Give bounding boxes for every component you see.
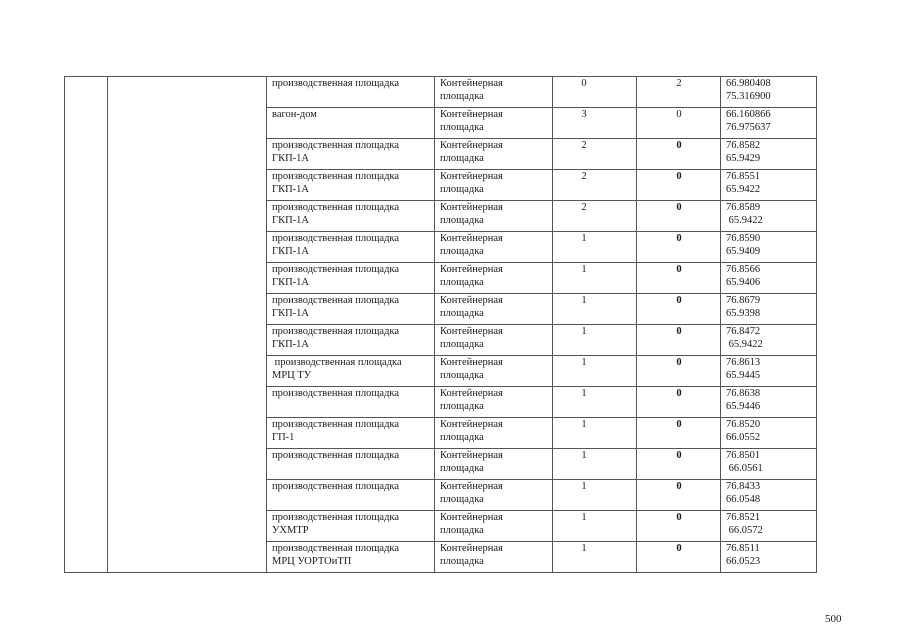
coords-line: 76.8582 <box>726 140 761 151</box>
name-line: производственная площадка <box>272 388 400 399</box>
type-line: Контейнерная <box>440 388 503 399</box>
site-name-cell <box>267 325 435 356</box>
coordinates-cell <box>721 232 817 263</box>
coords-line: 76.8521 <box>726 512 761 523</box>
coords-line: 76.8472 <box>726 326 761 337</box>
count-a-cell: 2 <box>553 170 637 201</box>
waste-sites-table <box>64 76 817 573</box>
type-line: Контейнерная <box>440 109 503 120</box>
site-name-cell <box>267 263 435 294</box>
coords-line: 76.975637 <box>726 121 771 133</box>
name-line: ГКП-1А <box>272 245 309 257</box>
name-line: ГКП-1А <box>272 214 309 226</box>
type-line: площадка <box>440 214 484 226</box>
name-line: МРЦ УОРТОиТП <box>272 555 352 567</box>
coordinates-cell <box>721 77 817 108</box>
name-line: производственная площадка <box>272 481 400 492</box>
type-line: Контейнерная <box>440 481 503 492</box>
coords-line: 66.160866 <box>726 109 771 120</box>
site-type-cell <box>435 480 553 511</box>
site-type-cell <box>435 263 553 294</box>
count-a-cell: 2 <box>553 201 637 232</box>
coordinates-cell <box>721 511 817 542</box>
count-b-cell: 0 <box>637 325 721 356</box>
count-a-cell: 1 <box>553 263 637 294</box>
coords-line: 66.0548 <box>726 493 761 505</box>
site-type-cell <box>435 170 553 201</box>
site-name-cell <box>267 139 435 170</box>
count-b-cell: 2 <box>637 77 721 108</box>
name-line: ГП-1 <box>272 431 295 443</box>
name-line: производственная площадка <box>272 264 400 275</box>
site-name-cell <box>267 170 435 201</box>
site-type-cell <box>435 201 553 232</box>
coords-line: 66.0572 <box>726 524 763 536</box>
coordinates-cell <box>721 356 817 387</box>
coords-line: 76.8433 <box>726 481 761 492</box>
site-name-cell <box>267 77 435 108</box>
type-line: площадка <box>440 90 484 102</box>
merged-cell-col2 <box>108 77 267 573</box>
count-b-cell: 0 <box>637 263 721 294</box>
site-name-cell <box>267 232 435 263</box>
site-name-cell <box>267 480 435 511</box>
type-line: площадка <box>440 307 484 319</box>
coordinates-cell <box>721 294 817 325</box>
count-a-cell: 1 <box>553 418 637 449</box>
name-line: ГКП-1А <box>272 307 309 319</box>
coords-line: 66.980408 <box>726 78 771 89</box>
coords-line: 76.8520 <box>726 419 761 430</box>
type-line: Контейнерная <box>440 512 503 523</box>
name-line: производственная площадка <box>272 233 400 244</box>
type-line: Контейнерная <box>440 140 503 151</box>
count-a-cell: 2 <box>553 139 637 170</box>
type-line: площадка <box>440 183 484 195</box>
type-line: Контейнерная <box>440 326 503 337</box>
coords-line: 65.9446 <box>726 400 761 412</box>
coords-line: 76.8551 <box>726 171 761 182</box>
type-line: Контейнерная <box>440 264 503 275</box>
count-a-cell: 1 <box>553 294 637 325</box>
type-line: Контейнерная <box>440 450 503 461</box>
type-line: площадка <box>440 400 484 412</box>
name-line: производственная площадка <box>272 295 400 306</box>
type-line: площадка <box>440 121 484 133</box>
type-line: площадка <box>440 431 484 443</box>
table-row <box>65 77 817 108</box>
count-b-cell: 0 <box>637 201 721 232</box>
name-line: производственная площадка <box>272 419 400 430</box>
site-name-cell <box>267 542 435 573</box>
coords-line: 66.0523 <box>726 555 761 567</box>
type-line: Контейнерная <box>440 233 503 244</box>
coords-line: 75.316900 <box>726 90 771 102</box>
count-b-cell: 0 <box>637 511 721 542</box>
site-name-cell <box>267 201 435 232</box>
name-line: производственная площадка <box>272 357 402 368</box>
count-a-cell: 1 <box>553 511 637 542</box>
site-type-cell <box>435 325 553 356</box>
site-name-cell <box>267 449 435 480</box>
count-b-cell: 0 <box>637 418 721 449</box>
count-b-cell: 0 <box>637 480 721 511</box>
type-line: площадка <box>440 338 484 350</box>
coordinates-cell <box>721 449 817 480</box>
site-name-cell <box>267 418 435 449</box>
count-a-cell: 1 <box>553 480 637 511</box>
type-line: площадка <box>440 462 484 474</box>
count-b-cell: 0 <box>637 170 721 201</box>
site-type-cell <box>435 139 553 170</box>
type-line: Контейнерная <box>440 357 503 368</box>
coordinates-cell <box>721 542 817 573</box>
coords-line: 76.8679 <box>726 295 761 306</box>
coordinates-cell <box>721 201 817 232</box>
coordinates-cell <box>721 263 817 294</box>
site-type-cell <box>435 77 553 108</box>
site-type-cell <box>435 418 553 449</box>
name-line: вагон-дом <box>272 109 317 120</box>
coords-line: 65.9429 <box>726 152 761 164</box>
name-line: производственная площадка <box>272 450 400 461</box>
type-line: Контейнерная <box>440 78 503 89</box>
coords-line: 66.0552 <box>726 431 761 443</box>
type-line: площадка <box>440 276 484 288</box>
count-b-cell: 0 <box>637 232 721 263</box>
site-type-cell <box>435 387 553 418</box>
coordinates-cell <box>721 325 817 356</box>
type-line: площадка <box>440 555 484 567</box>
coordinates-cell <box>721 387 817 418</box>
site-type-cell <box>435 356 553 387</box>
coords-line: 65.9422 <box>726 214 763 226</box>
count-b-cell: 0 <box>637 294 721 325</box>
site-name-cell <box>267 356 435 387</box>
merged-cell-col1 <box>65 77 108 573</box>
count-a-cell: 1 <box>553 449 637 480</box>
site-type-cell <box>435 108 553 139</box>
coords-line: 76.8589 <box>726 202 761 213</box>
count-a-cell: 1 <box>553 232 637 263</box>
count-a-cell: 0 <box>553 77 637 108</box>
name-line: ГКП-1А <box>272 152 309 164</box>
coords-line: 65.9422 <box>726 183 761 195</box>
name-line: производственная площадка <box>272 543 400 554</box>
table-body <box>65 77 817 573</box>
type-line: площадка <box>440 524 484 536</box>
site-type-cell <box>435 449 553 480</box>
coordinates-cell <box>721 418 817 449</box>
count-a-cell: 1 <box>553 356 637 387</box>
type-line: площадка <box>440 369 484 381</box>
coordinates-cell <box>721 480 817 511</box>
name-line: ГКП-1А <box>272 276 309 288</box>
count-b-cell: 0 <box>637 449 721 480</box>
name-line: производственная площадка <box>272 202 400 213</box>
site-type-cell <box>435 542 553 573</box>
coords-line: 65.9406 <box>726 276 761 288</box>
count-a-cell: 3 <box>553 108 637 139</box>
site-name-cell <box>267 294 435 325</box>
coordinates-cell <box>721 170 817 201</box>
site-type-cell <box>435 232 553 263</box>
count-b-cell: 0 <box>637 542 721 573</box>
type-line: Контейнерная <box>440 419 503 430</box>
coords-line: 65.9409 <box>726 245 761 257</box>
name-line: производственная площадка <box>272 326 400 337</box>
type-line: площадка <box>440 152 484 164</box>
count-b-cell: 0 <box>637 387 721 418</box>
coordinates-cell <box>721 139 817 170</box>
type-line: Контейнерная <box>440 202 503 213</box>
name-line: УХМТР <box>272 524 309 536</box>
type-line: Контейнерная <box>440 543 503 554</box>
coords-line: 76.8638 <box>726 388 761 399</box>
count-a-cell: 1 <box>553 325 637 356</box>
site-name-cell <box>267 108 435 139</box>
coords-line: 76.8566 <box>726 264 761 275</box>
coords-line: 76.8501 <box>726 450 761 461</box>
coords-line: 65.9398 <box>726 307 761 319</box>
type-line: площадка <box>440 493 484 505</box>
name-line: ГКП-1А <box>272 338 309 350</box>
site-type-cell <box>435 294 553 325</box>
page-number: 500 <box>825 613 842 625</box>
site-name-cell <box>267 511 435 542</box>
count-b-cell: 0 <box>637 108 721 139</box>
count-a-cell: 1 <box>553 542 637 573</box>
site-name-cell <box>267 387 435 418</box>
coords-line: 76.8511 <box>726 543 760 554</box>
coords-line: 76.8590 <box>726 233 761 244</box>
count-b-cell: 0 <box>637 139 721 170</box>
name-line: производственная площадка <box>272 171 400 182</box>
coords-line: 65.9445 <box>726 369 761 381</box>
name-line: производственная площадка <box>272 78 400 89</box>
site-type-cell <box>435 511 553 542</box>
coords-line: 65.9422 <box>726 338 763 350</box>
count-b-cell: 0 <box>637 356 721 387</box>
coords-line: 76.8613 <box>726 357 761 368</box>
coords-line: 66.0561 <box>726 462 763 474</box>
name-line: производственная площадка <box>272 140 400 151</box>
type-line: Контейнерная <box>440 171 503 182</box>
type-line: площадка <box>440 245 484 257</box>
type-line: Контейнерная <box>440 295 503 306</box>
name-line: ГКП-1А <box>272 183 309 195</box>
name-line: МРЦ ТУ <box>272 369 312 381</box>
name-line: производственная площадка <box>272 512 400 523</box>
count-a-cell: 1 <box>553 387 637 418</box>
coordinates-cell <box>721 108 817 139</box>
